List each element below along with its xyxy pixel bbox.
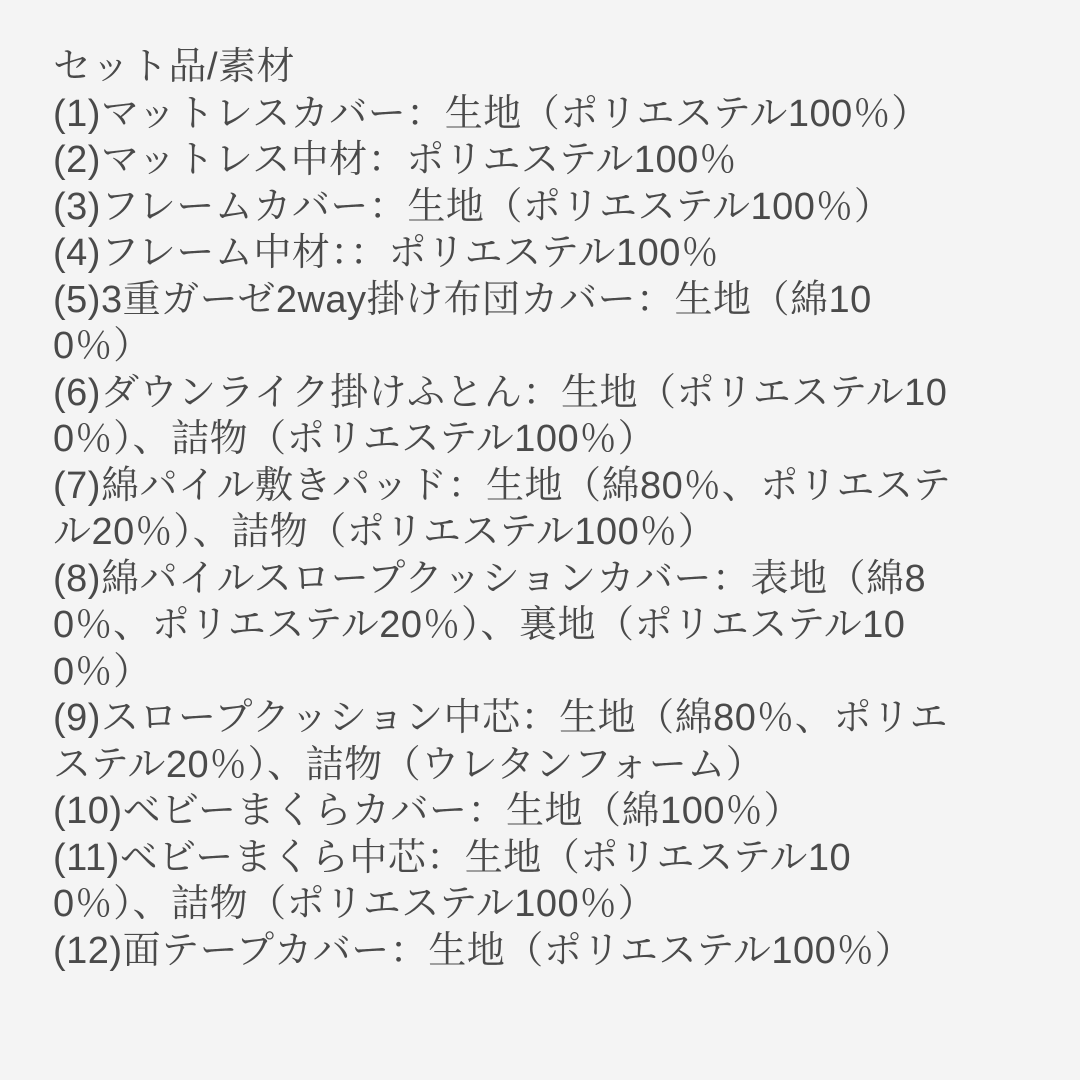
item-7-line-1: (7)綿パイル敷きパッド：生地（綿80％、ポリエステ: [53, 464, 952, 507]
item-7-line-2: ル20％）、詰物（ポリエステル100％）: [53, 511, 717, 553]
item-5-line-2: 0％）: [53, 325, 152, 367]
item-5-line-1: (5)3重ガーゼ2way掛け布団カバー：生地（綿10: [53, 278, 872, 321]
item-11-line-1: (11)ベビーまくら中芯：生地（ポリエステル10: [53, 836, 852, 879]
item-6-line-1: (6)ダウンライク掛けふとん：生地（ポリエステル10: [53, 371, 948, 414]
item-12-line: (12)面テープカバー：生地（ポリエステル100％）: [53, 929, 914, 972]
item-11-line-2: 0％）、詰物（ポリエステル100％）: [53, 883, 657, 925]
item-10-line: (10)ベビーまくらカバー：生地（綿100％）: [53, 790, 802, 832]
item-8-line-1: (8)綿パイルスロープクッションカバー：表地（綿8: [53, 557, 927, 600]
item-2-line: (2)マットレス中材：ポリエステル100％: [53, 139, 738, 181]
item-8-line-2: 0％、ポリエステル20％）、裏地（ポリエステル10: [53, 604, 906, 646]
item-3-line: (3)フレームカバー：生地（ポリエステル100％）: [53, 185, 893, 228]
item-9-line-2: ステル20％）、詰物（ウレタンフォーム）: [53, 743, 765, 786]
item-1-line: (1)マットレスカバー：生地（ポリエステル100％）: [53, 92, 930, 135]
product-materials-description: [53, 44, 1043, 974]
item-8-line-3: 0％）: [53, 650, 152, 693]
section-title: セット品/素材: [53, 46, 296, 88]
item-9-line-1: (9)スロープクッション中芯：生地（綿80％、ポリエ: [53, 697, 949, 739]
item-6-line-2: 0％）、詰物（ポリエステル100％）: [53, 418, 657, 460]
item-4-line: (4)フレーム中材：：ポリエステル100％: [53, 232, 720, 274]
